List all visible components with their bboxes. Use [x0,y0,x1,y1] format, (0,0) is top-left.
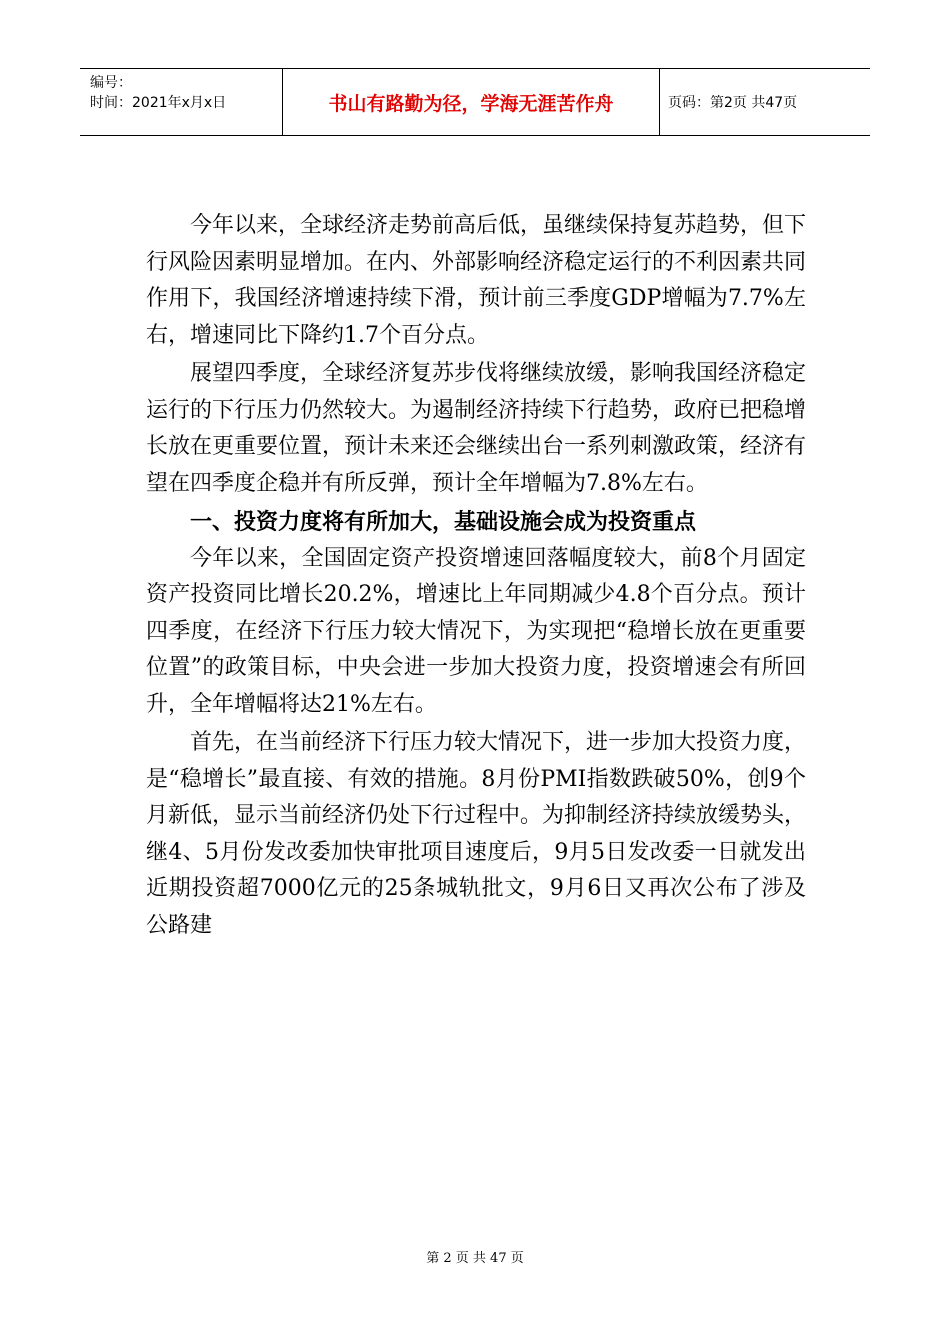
body-paragraph: 展望四季度，全球经济复苏步伐将继续放缓，影响我国经济稳定运行的下行压力仍然较大。为遏制经济持续下行趋势，政府已把稳增长放在更重要位置，预计未来还会继续出台一系列刺激政策，经济有望在四季度企稳并有所反弹，预计全年增幅为7.8%左右。 [146,361,807,496]
document-body [146,208,806,944]
document-number-label: 编号： [90,75,132,91]
body-paragraph: 今年以来，全球经济走势前高后低，虽继续保持复苏趋势，但下行风险因素明显增加。在内、外部影响经济稳定运行的不利因素共同作用下，我国经济增速持续下滑，预计前三季度GDP增幅为7.7%左右，增速同比下降约1.7个百分点。 [146,213,807,348]
page-footer: 第 2 页 共 47 页 [426,1251,524,1266]
header-page-info: 页码：第2页 共47页 [668,95,798,111]
page-header [80,68,870,136]
section-heading: 一、投资力度将有所加大，基础设施会成为投资重点 [190,509,697,535]
header-meta [80,69,283,135]
document-date: 时间：2021年x月x日 [90,95,227,111]
header-motto: 书山有路勤为径，学海无涯苦作舟 [283,69,660,135]
body-paragraph: 今年以来，全国固定资产投资增速回落幅度较大，前8个月固定资产投资同比增长20.2%，增速比上年同期减少4.8个百分点。预计四季度，在经济下行压力较大情况下，为实现把“稳增长放在更重要位置”的政策目标，中央会进一步加大投资力度，投资增速会有所回升，全年增幅将达21%左右。 [146,545,806,717]
body-paragraph: 首先，在当前经济下行压力较大情况下，进一步加大投资力度，是“稳增长”最直接、有效的措施。8月份PMI指数跌破50%，创9个月新低，显示当前经济仍处下行过程中。为抑制经济持续放缓势头，继4、5月份发改委加快审批项目速度后，9月5日发改委一日就发出近期投资超7000亿元的25条城轨批文，9月6日又再次公布了涉及公路建 [146,730,807,938]
